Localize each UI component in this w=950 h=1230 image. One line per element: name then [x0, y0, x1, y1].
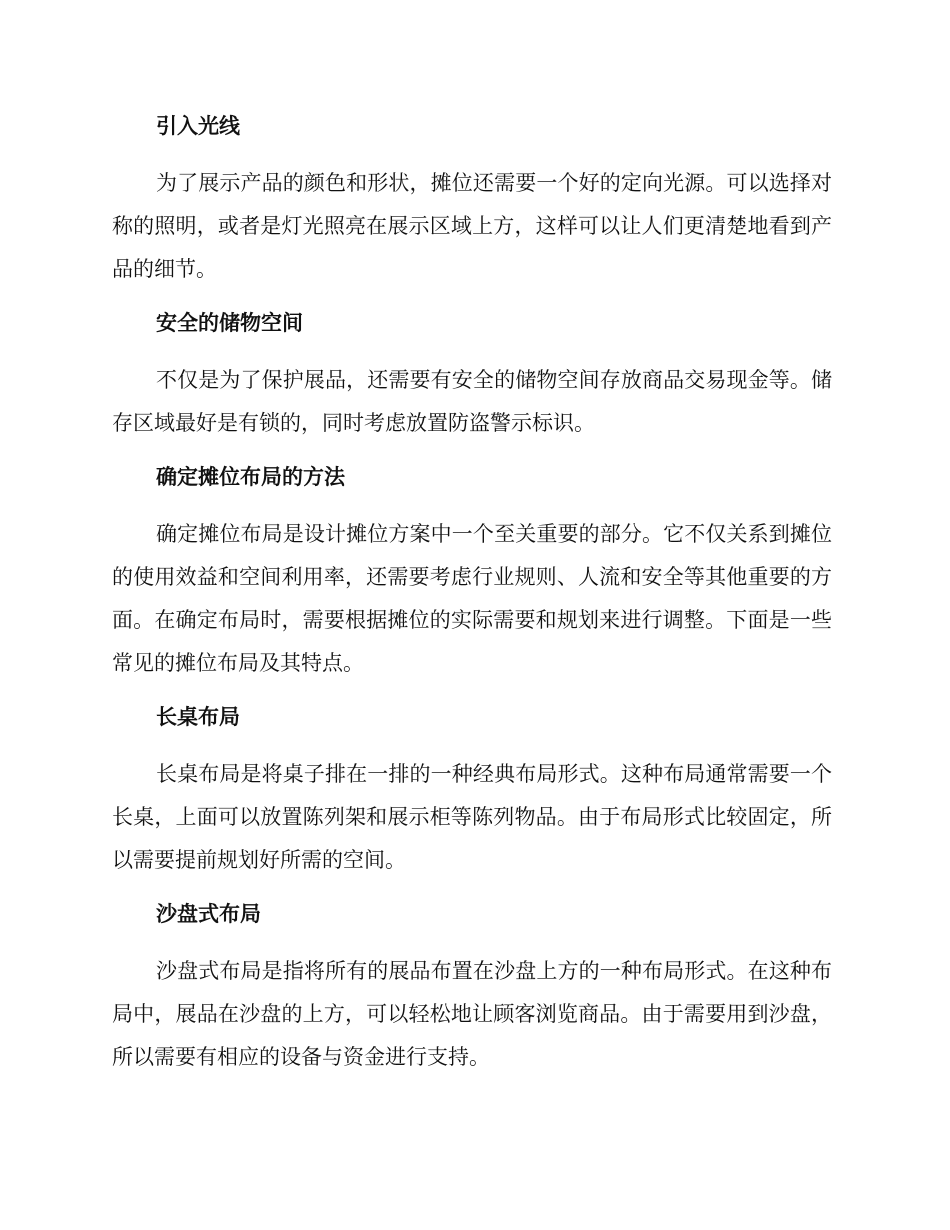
document-body	[112, 108, 832, 1079]
section-paragraph-layout-method: 确定摊位布局是设计摊位方案中一个至关重要的部分。它不仅关系到摊位的使用效益和空间利用率，还需要考虑行业规则、人流和安全等其他重要的方面。在确定布局时，需要根据摊位的实际需要和规划来进行调整。下面是一些常见的摊位布局及其特点。	[112, 522, 832, 675]
section-heading-long-table: 长桌布局	[156, 705, 240, 729]
section-heading-lighting: 引入光线	[156, 114, 240, 138]
section-paragraph-storage: 不仅是为了保护展品，还需要有安全的储物空间存放商品交易现金等。储存区域最好是有锁的，同时考虑放置防盗警示标识。	[112, 368, 832, 435]
section-heading-storage: 安全的储物空间	[156, 311, 303, 335]
section-paragraph-long-table: 长桌布局是将桌子排在一排的一种经典布局形式。这种布局通常需要一个长桌，上面可以放置陈列架和展示柜等陈列物品。由于布局形式比较固定，所以需要提前规划好所需的空间。	[112, 762, 832, 872]
section-heading-layout-method: 确定摊位布局的方法	[156, 465, 345, 489]
section-paragraph-sand-table: 沙盘式布局是指将所有的展品布置在沙盘上方的一种布局形式。在这种布局中，展品在沙盘的上方，可以轻松地让顾客浏览商品。由于需要用到沙盘，所以需要有相应的设备与资金进行支持。	[112, 959, 832, 1069]
section-heading-sand-table: 沙盘式布局	[156, 902, 261, 926]
section-paragraph-lighting: 为了展示产品的颜色和形状，摊位还需要一个好的定向光源。可以选择对称的照明，或者是灯光照亮在展示区域上方，这样可以让人们更清楚地看到产品的细节。	[112, 171, 832, 281]
